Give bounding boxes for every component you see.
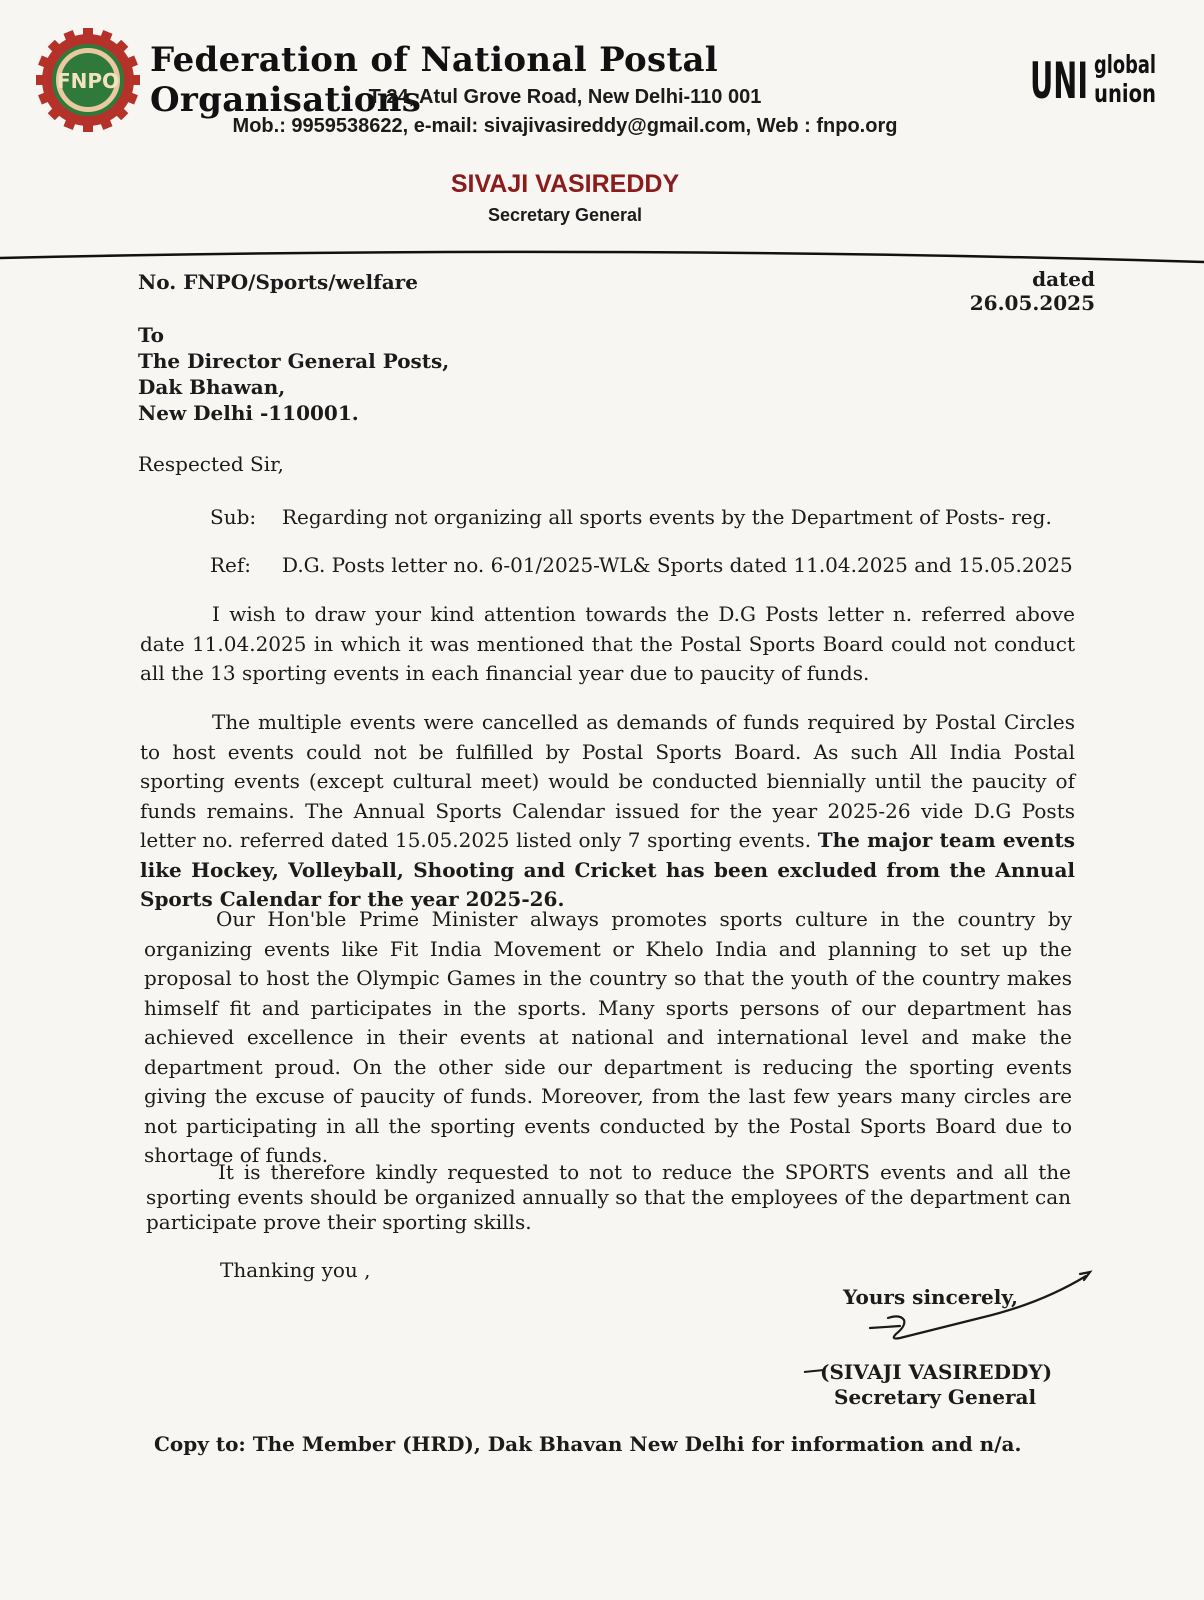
recipient-line: To bbox=[138, 323, 164, 347]
paragraph-1: I wish to draw your kind attention towards the D.G Posts letter n. referred above date 11.04.2025 in which it was mentioned that the Postal Sports Board could not conduct all the 13 sporting events in each financial year due to paucity of funds. bbox=[140, 602, 1075, 685]
organisation-contact: Mob.: 9959538622, e-mail: sivajivasireddy@gmail.com, Web : fnpo.org bbox=[232, 115, 898, 137]
letter-date: dated 26.05.2025 bbox=[969, 267, 1095, 315]
sender-name: SIVAJI VASIREDDY bbox=[450, 170, 680, 198]
reference-label: Ref: bbox=[210, 553, 252, 577]
recipient-line: Dak Bhawan, bbox=[138, 375, 286, 399]
signer-title: Secretary General bbox=[834, 1385, 1037, 1409]
recipient-line: The Director General Posts, bbox=[138, 349, 450, 373]
salutation: Respected Sir, bbox=[138, 452, 284, 476]
paragraph-3: Our Hon'ble Prime Minister always promotes sports culture in the country by organizing events like Fit India Movement or Khelo India and planning to set up the proposal to host the Olympic Games in the country so that the youth of the country makes himself fit and participates in the sports. Many sports persons of our department has achieved excellence in their events at national and international level and make the department proud. On the other side our department is reducing the sporting events giving the excuse of paucity of funds. Moreover, from the last few years many circles are not participating in all the sporting events conducted by the Postal Sports Board due to shortage of funds. bbox=[144, 907, 1072, 1167]
recipient-line: New Delhi -110001. bbox=[138, 401, 359, 425]
header-divider bbox=[0, 240, 1204, 266]
sender-title: Secretary General bbox=[487, 205, 643, 225]
uni-logo-union: union bbox=[1094, 79, 1156, 108]
copy-to-line: Copy to: The Member (HRD), Dak Bhavan New Delhi for information and n/a. bbox=[154, 1432, 1022, 1456]
paragraph-4: It is therefore kindly requested to not to reduce the SPORTS events and all the sporting events should be organized annually so that the employees of the department can participate prove their sporting skills. bbox=[146, 1160, 1071, 1234]
uni-logo-mark: UNI bbox=[1030, 52, 1088, 108]
closing-line: Thanking you , bbox=[220, 1258, 371, 1282]
fnpo-logo-text: FNPO bbox=[56, 69, 120, 93]
reference-number: No. FNPO/Sports/welfare bbox=[138, 270, 418, 294]
fnpo-logo bbox=[36, 28, 140, 132]
subject-text: Regarding not organizing all sports events by the Department of Posts- reg. bbox=[282, 505, 1052, 529]
organisation-name: Federation of National Postal Organisations bbox=[150, 40, 718, 120]
reference-text: D.G. Posts letter no. 6-01/2025-WL& Sports dated 11.04.2025 and 15.05.2025 bbox=[282, 553, 1073, 577]
paragraph-2-text: The multiple events were cancelled as demands of funds required by Postal Circles to host events could not be fulfilled by Postal Sports Board. As such All India Postal sporting events (except cultural meet) would be conducted biennially until the paucity of funds remains. The Annual Sports Calendar issued for the year 2025-26 vide D.G Posts letter no. referred dated 15.05.2025 listed only 7 sporting events. bbox=[140, 710, 1075, 852]
subject-label: Sub: bbox=[210, 505, 257, 529]
paragraph-2 bbox=[140, 708, 1075, 915]
valediction: Yours sincerely, bbox=[843, 1285, 1019, 1309]
recipient-address bbox=[138, 322, 449, 426]
paragraph-2-emphasis: The major team events like Hockey, Volleyball, Shooting and Cricket has been excluded from the Annual Sports Calendar for the year 2025-26. bbox=[140, 828, 1075, 911]
uni-global-union-logo bbox=[1030, 46, 1160, 108]
signer-name: (SIVAJI VASIREDDY) bbox=[820, 1360, 1053, 1384]
uni-logo-global: global bbox=[1094, 50, 1156, 79]
organisation-address: T-24, Atul Grove Road, New Delhi-110 001 bbox=[368, 86, 762, 108]
